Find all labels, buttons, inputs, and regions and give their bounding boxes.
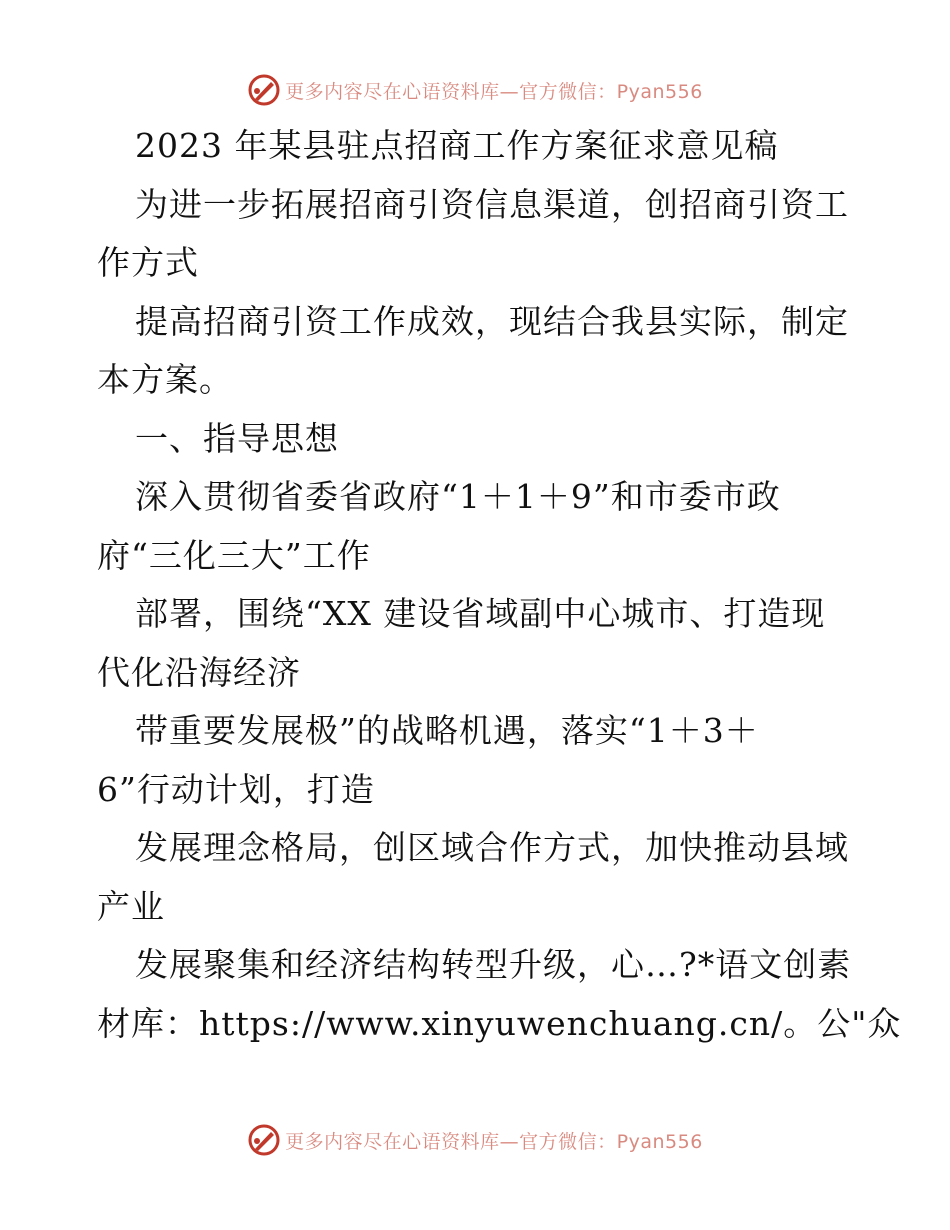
document-line: 府“三化三大”工作 [97, 536, 371, 575]
header-watermark-banner [0, 70, 950, 110]
document-line: 代化沿海经济 [97, 653, 301, 692]
document-line: 一、指导思想 [135, 419, 339, 458]
quill-logo-icon [247, 1123, 281, 1157]
header-banner-text: 更多内容尽在心语资料库—官方微信：Pyan556 [285, 80, 703, 103]
document-line: 发展理念格局，创区域合作方式，加快推动县域 [135, 828, 849, 867]
document-line: 带重要发展极”的战略机遇，落实“1＋3＋ [135, 711, 759, 750]
document-line: 材库：https://www.xinyuwenchuang.cn/。公"众 [97, 1004, 902, 1043]
document-line: 发展聚集和经济结构转型升级，心…?*语文创素 [135, 945, 852, 984]
document-line: 深入贯彻省委省政府“1＋1＋9”和市委市政 [135, 477, 781, 516]
document-line: 为进一步拓展招商引资信息渠道，创招商引资工 [135, 185, 849, 224]
document-line: 产业 [97, 887, 165, 926]
document-line: 部署，围绕“XX 建设省域副中心城市、打造现 [135, 594, 826, 633]
document-line: 本方案。 [97, 360, 233, 399]
footer-banner-text: 更多内容尽在心语资料库—官方微信：Pyan556 [285, 1130, 703, 1153]
quill-logo-icon [247, 73, 281, 107]
document-line: 2023 年某县驻点招商工作方案征求意见稿 [135, 126, 779, 165]
document-line: 作方式 [97, 243, 199, 282]
document-line: 6”行动计划，打造 [97, 770, 375, 809]
document-line: 提高招商引资工作成效，现结合我县实际，制定 [135, 302, 849, 341]
footer-watermark-banner [0, 1120, 950, 1160]
